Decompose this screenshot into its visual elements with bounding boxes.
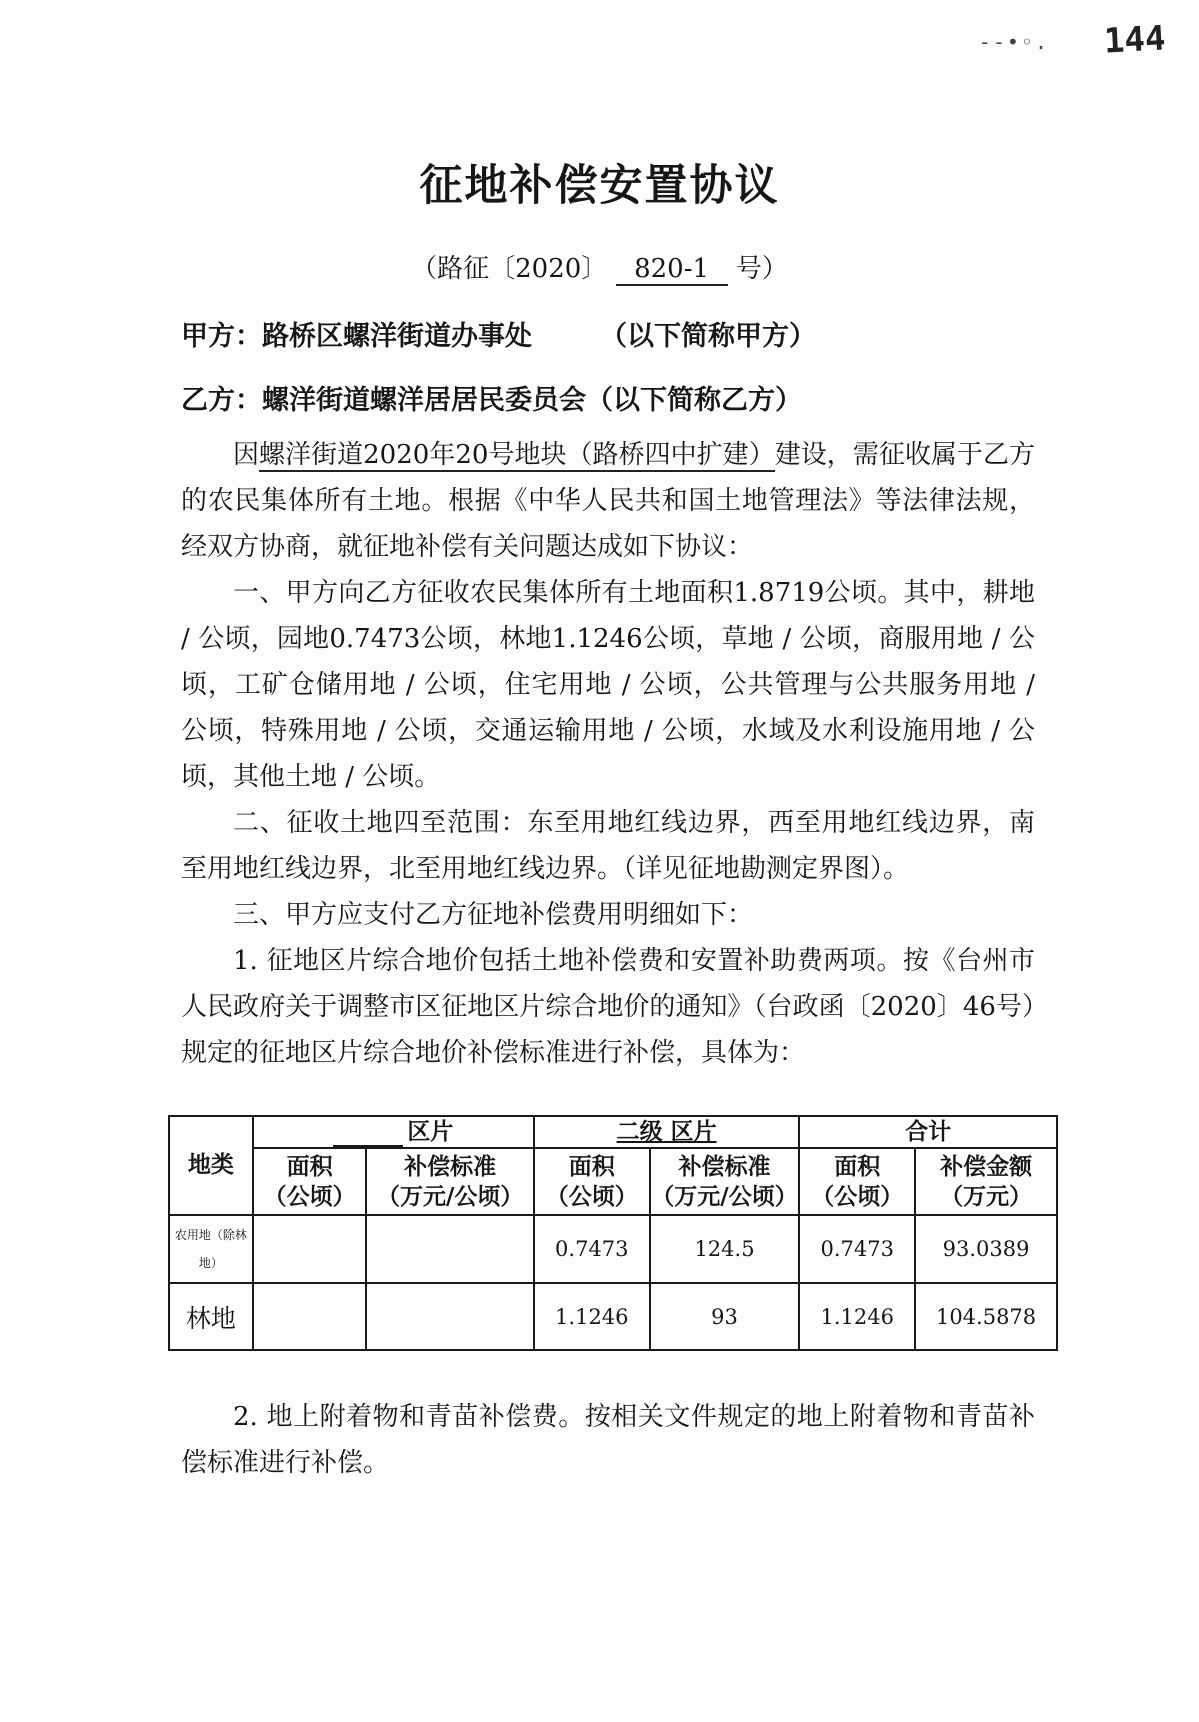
scan-mark: --•◦. [978, 30, 1049, 54]
table-row [169, 1283, 1057, 1350]
row-std-1 [366, 1215, 533, 1284]
intro-suffix: 建设，需征收属于乙方的农民集体所有土地。根据《中华人民共和国土地管理法》等法律法规，经双方协商，就征地补偿有关问题达成如下协议： [181, 440, 1035, 562]
document-title: 征地补偿安置协议 [419, 161, 780, 211]
table-header-row-1 [169, 1116, 1057, 1148]
row-land-type: 林地 [169, 1283, 253, 1350]
header-amount: 补偿金额 （万元） [915, 1148, 1057, 1215]
clause-2: 二、征收土地四至范围：东至用地红线边界，西至用地红线边界，南至用地红线边界，北至用地红线边界。（详见征地勘测定界图）。 [181, 808, 1035, 884]
clause-1: 一、甲方向乙方征收农民集体所有土地面积1.8719公顷。其中，耕地 / 公顷，园地0.7473公顷，林地1.1246公顷，草地 / 公顷，商服用地 / 公顷，工矿仓储用地 / 公顷，住宅用地 / 公顷，公共管理与公共服务用地 / 公顷，特殊用地 / 公顷，交通运输用地 / 公顷，水域及水利设施用地 / 公顷，其他土地 / 公顷。 [181, 578, 1035, 792]
clause-3-1: 1. 征地区片综合地价包括土地补偿费和安置补助费两项。按《台州市人民政府关于调整市区征地区片综合地价的通知》（台政函〔2020〕46号）规定的征地区片综合地价补偿标准进行补偿，具体为： [181, 946, 1035, 1068]
body-text-lower [181, 1394, 1035, 1486]
body-text-upper [181, 432, 1035, 1076]
table-header-row-2 [169, 1148, 1057, 1215]
header-zone-2: 二级 区片 [534, 1116, 799, 1148]
row-area-2: 0.7473 [534, 1215, 650, 1284]
row-land-type: 农用地（除林地） [169, 1215, 253, 1284]
clause-3-2: 2. 地上附着物和青苗补偿费。按相关文件规定的地上附着物和青苗补偿标准进行补偿。 [181, 1402, 1035, 1478]
intro-prefix: 因 [233, 440, 260, 470]
row-amount: 93.0389 [915, 1215, 1057, 1284]
clause-3: 三、甲方应支付乙方征地补偿费用明细如下： [233, 900, 754, 930]
docno-number: 820-1 [616, 254, 728, 286]
row-std-2: 93 [650, 1283, 800, 1350]
document-number [0, 248, 1199, 286]
party-a [181, 314, 816, 353]
intro-project: 螺洋街道2020年20号地块（路桥四中扩建） [259, 440, 775, 470]
header-area-3: 面积 （公顷） [799, 1148, 915, 1215]
party-a-note: （以下简称甲方） [600, 321, 816, 352]
row-std-1 [366, 1283, 533, 1350]
zone-1-blank [333, 1123, 403, 1147]
docno-suffix: 号） [735, 254, 788, 284]
party-b-label: 乙方：螺洋街道螺洋居居民委员会（以下简称乙方） [181, 385, 802, 416]
header-std-2: 补偿标准 （万元/公顷） [650, 1148, 800, 1215]
header-zone-1 [253, 1116, 534, 1148]
zone-1-label: 区片 [407, 1119, 454, 1146]
header-total: 合计 [799, 1116, 1057, 1148]
page-number: 144 [1102, 18, 1167, 62]
party-a-label: 甲方：路桥区螺洋街道办事处 [181, 321, 532, 352]
row-area-3: 1.1246 [799, 1283, 915, 1350]
row-amount: 104.5878 [915, 1283, 1057, 1350]
party-b [181, 378, 802, 417]
row-std-2: 124.5 [650, 1215, 800, 1284]
table-row [169, 1215, 1057, 1284]
row-area-2: 1.1246 [534, 1283, 650, 1350]
row-area-1 [253, 1283, 367, 1350]
compensation-table [168, 1115, 1058, 1351]
intro-paragraph [181, 432, 1035, 570]
header-land-type: 地类 [169, 1116, 253, 1215]
header-std-1: 补偿标准 （万元/公顷） [366, 1148, 533, 1215]
header-area-1: 面积 （公顷） [253, 1148, 367, 1215]
docno-prefix: （路征〔2020〕 [411, 254, 608, 284]
row-area-3: 0.7473 [799, 1215, 915, 1284]
header-area-2: 面积 （公顷） [534, 1148, 650, 1215]
row-area-1 [253, 1215, 367, 1284]
